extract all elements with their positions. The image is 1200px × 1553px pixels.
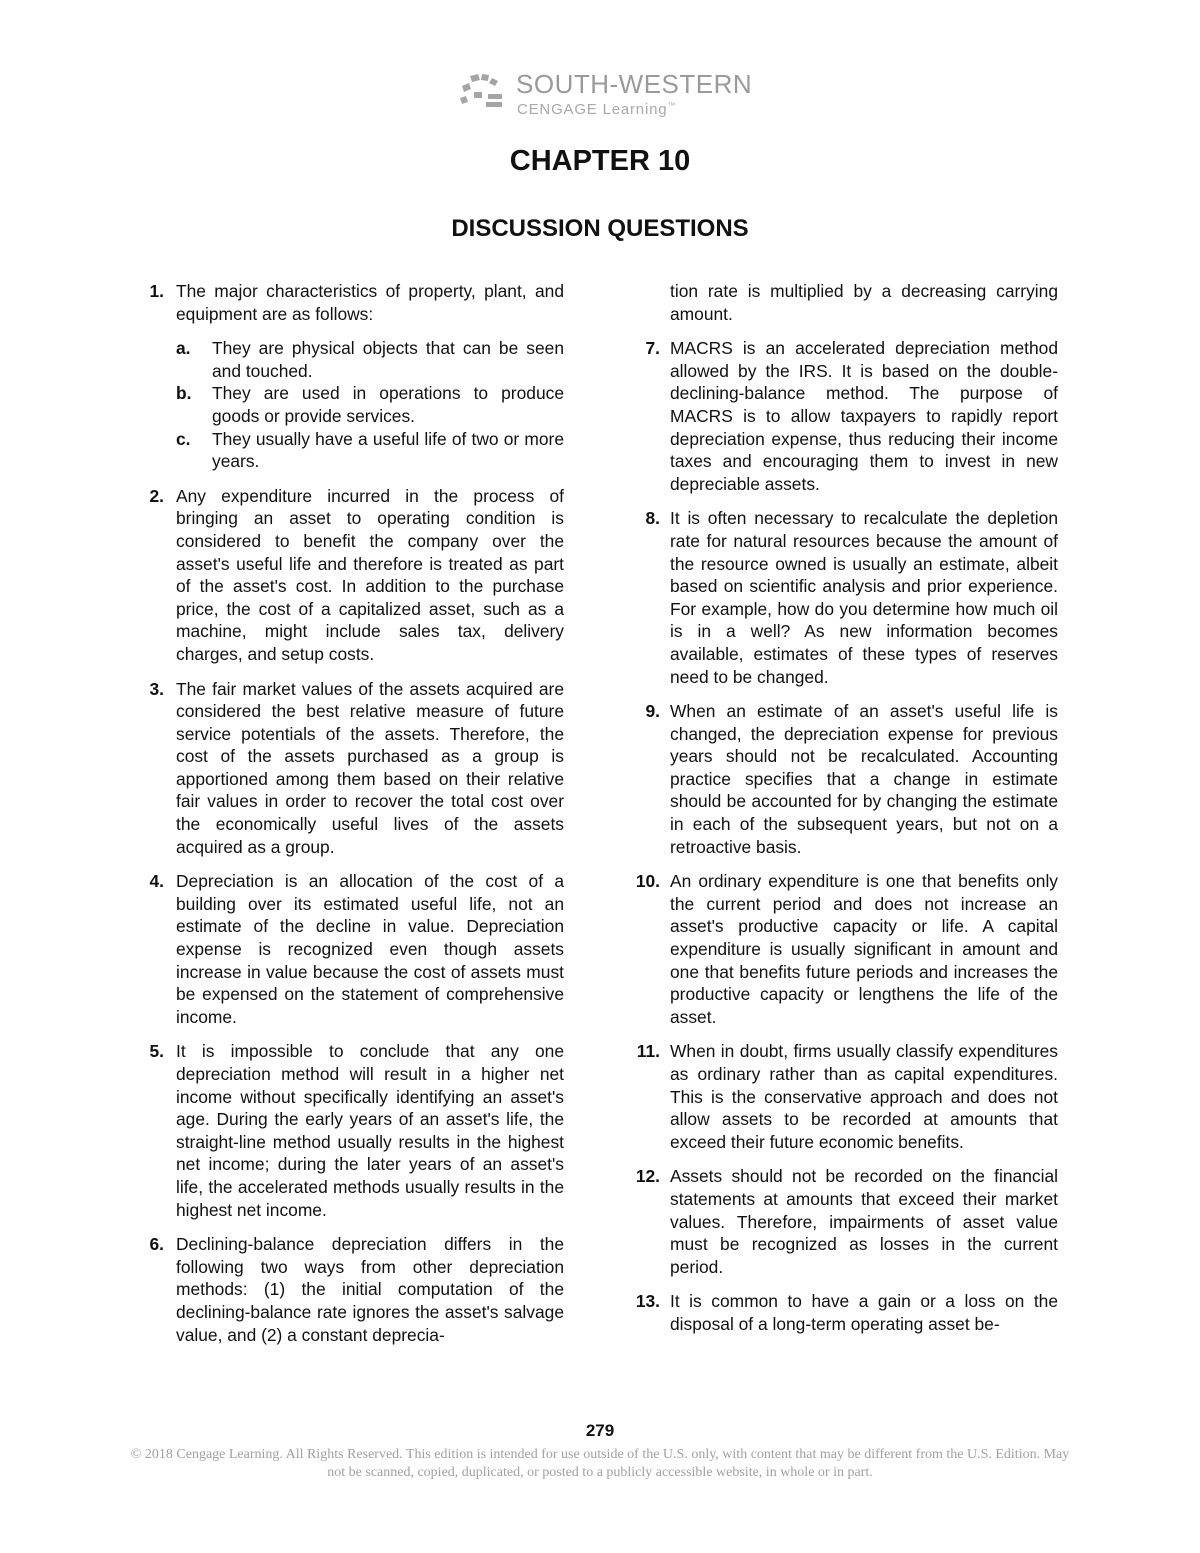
question-text: When in doubt, firms usually classify expenditures as ordinary rather than as capital expenditures. This is the conservative approach and does not allow assets to be recorded at amounts that exceed their future economic benefits. <box>670 1041 1058 1152</box>
question-text: The fair market values of the assets acquired are considered the best relative measure of future service potentials of the assets. Therefore, the cost of the assets purchased as a group is apportioned among them based on their relative fair values in order to recover the total cost over the economically useful lives of the assets acquired as a group. <box>176 678 564 857</box>
question-text: It is impossible to conclude that any one depreciation method will result in a higher net income without specifically identifying an asset's age. During the early years of an asset's life, the straight-line method usually results in the highest net income; during the later years of an asset's life, the accelerated methods usually results in the highest net income. <box>176 1041 564 1220</box>
question-13 <box>634 1290 1058 1335</box>
logo-line-1: SOUTH-WESTERN <box>516 69 753 99</box>
question-1 <box>140 280 564 473</box>
question-number: 12. <box>635 1166 660 1187</box>
question-number: 8. <box>645 508 660 529</box>
sub-item <box>176 428 564 473</box>
question-number: 7. <box>645 338 660 359</box>
question-7 <box>634 337 1058 495</box>
copyright-footer: © 2018 Cengage Learning. All Rights Reserved. This edition is intended for use outside of the U.S. only, with content that may be different from the U.S. Edition. May not be scanned, copied, duplicated, or posted to a publicly accessible website, in whole or in part. <box>130 1447 1070 1480</box>
question-number: 11. <box>636 1041 660 1062</box>
question-2 <box>140 485 564 666</box>
question-8 <box>634 507 1058 688</box>
sub-item-text: They usually have a useful life of two or more years. <box>212 428 564 472</box>
question-text: It is often necessary to recalculate the depletion rate for natural resources because the amount of the resource owned is usually an estimate, albeit based on scientific analysis and prior experience. For example, how do you determine how much oil is in a well? As new information becomes available, estimates of these types of reserves need to be changed. <box>670 508 1058 687</box>
logo-line-2: CENGAGE Learning™ <box>517 101 677 118</box>
question-number: 6. <box>149 1234 164 1255</box>
question-text: Any expenditure incurred in the process of bringing an asset to operating condition is considered to benefit the company over the asset's useful life and therefore is treated as part of the asset's cost. In addition to the purchase price, the cost of a capitalized asset, such as a machine, might include sales tax, delivery charges, and setup costs. <box>176 485 564 664</box>
sub-item-label: c. <box>176 428 191 449</box>
section-title: DISCUSSION QUESTIONS <box>451 215 749 242</box>
question-text: The major characteristics of property, plant, and equipment are as follows: <box>176 281 564 324</box>
question-number: 5. <box>149 1041 164 1062</box>
page-number: 279 <box>585 1421 615 1440</box>
question-number: 3. <box>149 678 164 699</box>
question-text: Depreciation is an allocation of the cost of a building over its estimated useful life, not an estimate of the decline in value. Depreciation expense is recognized even though assets increase in value because the cost of assets must be expensed on the statement of comprehensive income. <box>176 871 564 1027</box>
chapter-title: CHAPTER 10 <box>509 145 691 177</box>
sub-item-text: They are used in operations to produce goods or provide services. <box>212 383 564 426</box>
question-9 <box>634 700 1058 858</box>
sub-item <box>176 382 564 427</box>
question-text: MACRS is an accelerated depreciation method allowed by the IRS. It is based on the double-declining-balance method. The purpose of MACRS is to allow taxpayers to rapidly report depreciation expense, thus reducing their income taxes and encouraging them to invest in new depreciable assets. <box>670 338 1058 494</box>
question-number: 9. <box>645 701 660 722</box>
left-column <box>140 280 564 1358</box>
question-6-continuation: tion rate is multiplied by a decreasing carrying amount. <box>670 281 1058 324</box>
question-12 <box>634 1165 1058 1278</box>
question-5 <box>140 1040 564 1221</box>
question-number: 10. <box>635 871 660 892</box>
question-text: Declining-balance depreciation differs in the following two ways from other depreciation methods: (1) the initial computation of the declining-balance rate ignores the asset's salvage value, and (2) a constant deprecia- <box>176 1234 564 1345</box>
question-text: When an estimate of an asset's useful life is changed, the depreciation expense for previous years should not be recalculated. Accounting practice specifies that a change in estimate should be accounted for by changing the estimate in each of the subsequent years, but not on a retroactive basis. <box>670 701 1058 857</box>
question-10 <box>634 870 1058 1028</box>
question-11 <box>634 1040 1058 1153</box>
question-number: 2. <box>149 485 164 506</box>
sub-item-list <box>176 337 564 473</box>
sub-item <box>176 337 564 382</box>
sub-item-label: a. <box>176 338 191 359</box>
question-number: 13. <box>635 1291 660 1312</box>
right-column <box>634 280 1058 1348</box>
publisher-logo <box>458 70 758 116</box>
sub-item-text: They are physical objects that can be seen and touched. <box>212 338 564 381</box>
question-4 <box>140 870 564 1028</box>
question-text: Assets should not be recorded on the financial statements at amounts that exceed their market values. Therefore, impairments of asset value must be recognized as losses in the current period. <box>670 1166 1058 1277</box>
question-number: 1. <box>149 281 164 301</box>
cengage-logo-icon <box>458 72 508 112</box>
question-3 <box>140 678 564 859</box>
question-text: It is common to have a gain or a loss on the disposal of a long-term operating asset be- <box>670 1291 1058 1334</box>
sub-item-label: b. <box>176 383 192 404</box>
question-6 <box>140 1233 564 1346</box>
question-number: 4. <box>149 871 164 892</box>
question-text: An ordinary expenditure is one that benefits only the current period and does not increase an asset's productive capacity or life. A capital expenditure is usually significant in amount and one that benefits future periods and increases the productive capacity or lengthens the life of the asset. <box>670 871 1058 1027</box>
